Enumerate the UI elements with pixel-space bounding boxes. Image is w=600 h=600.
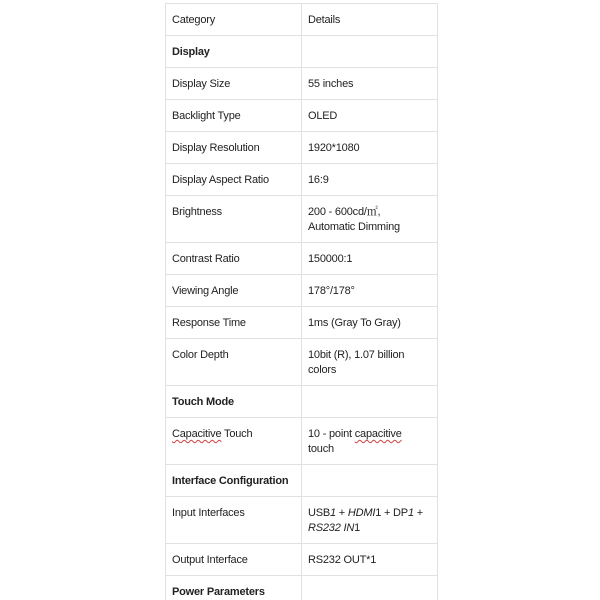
header-row — [166, 4, 438, 36]
table-row — [166, 196, 438, 243]
row-label — [166, 418, 302, 465]
spec-table — [165, 3, 438, 600]
value-text: 1 — [354, 522, 361, 534]
row-value: 178°/178° — [302, 275, 438, 307]
row-label: Input Interfaces — [166, 497, 302, 544]
row-value — [302, 196, 438, 243]
value-text-italic: HDMI — [347, 507, 376, 519]
section-row-interface — [166, 465, 438, 497]
row-value: OLED — [302, 100, 438, 132]
value-text: 1 + DP — [375, 507, 408, 519]
spellcheck-word: capacitive — [354, 428, 402, 440]
table-row — [166, 164, 438, 196]
value-text: 10 - point — [308, 428, 355, 440]
value-text-italic: 1 — [330, 507, 336, 519]
value-line: colors — [308, 364, 337, 376]
row-label: Viewing Angle — [166, 275, 302, 307]
section-empty-cell — [302, 386, 438, 418]
row-label: Display Resolution — [166, 132, 302, 164]
row-value: 150000:1 — [302, 243, 438, 275]
table-row — [166, 544, 438, 576]
row-label: Backlight Type — [166, 100, 302, 132]
value-text: + — [335, 507, 348, 519]
row-value: 16:9 — [302, 164, 438, 196]
section-row-power — [166, 576, 438, 600]
row-label: Color Depth — [166, 339, 302, 386]
section-title-power: Power Parameters — [166, 576, 302, 600]
row-value — [302, 418, 438, 465]
table-row — [166, 275, 438, 307]
table-row — [166, 339, 438, 386]
spellcheck-word: Capacitive — [172, 428, 222, 440]
section-row-touch — [166, 386, 438, 418]
section-title-touch: Touch Mode — [166, 386, 302, 418]
value-line: 200 - 600cd/㎡, — [308, 206, 381, 218]
value-text-italic: RS232 IN — [308, 522, 355, 534]
section-title-interface: Interface Configuration — [166, 465, 302, 497]
value-line: Automatic Dimming — [308, 221, 400, 233]
section-empty-cell — [302, 36, 438, 68]
section-empty-cell — [302, 576, 438, 600]
table-row — [166, 132, 438, 164]
row-label: Display Aspect Ratio — [166, 164, 302, 196]
value-text-italic: 1 — [407, 507, 414, 519]
section-title-display: Display — [166, 36, 302, 68]
row-value — [302, 339, 438, 386]
section-row-display — [166, 36, 438, 68]
value-text: + — [413, 507, 423, 519]
table-row — [166, 497, 438, 544]
value-text: USB — [308, 507, 331, 519]
row-label: Display Size — [166, 68, 302, 100]
row-value: RS232 OUT*1 — [302, 544, 438, 576]
row-value: 55 inches — [302, 68, 438, 100]
header-details: Details — [302, 4, 438, 36]
table-row — [166, 68, 438, 100]
row-label: Response Time — [166, 307, 302, 339]
table-row — [166, 418, 438, 465]
table-row — [166, 100, 438, 132]
row-label: Output Interface — [166, 544, 302, 576]
value-line: touch — [308, 443, 334, 455]
table-row — [166, 243, 438, 275]
row-value: 1ms (Gray To Gray) — [302, 307, 438, 339]
section-empty-cell — [302, 465, 438, 497]
row-label: Brightness — [166, 196, 302, 243]
header-category: Category — [166, 4, 302, 36]
row-value — [302, 497, 438, 544]
row-label: Contrast Ratio — [166, 243, 302, 275]
label-text: Touch — [221, 428, 253, 440]
value-line: 10bit (R), 1.07 billion — [308, 349, 405, 361]
table-row — [166, 307, 438, 339]
row-value: 1920*1080 — [302, 132, 438, 164]
